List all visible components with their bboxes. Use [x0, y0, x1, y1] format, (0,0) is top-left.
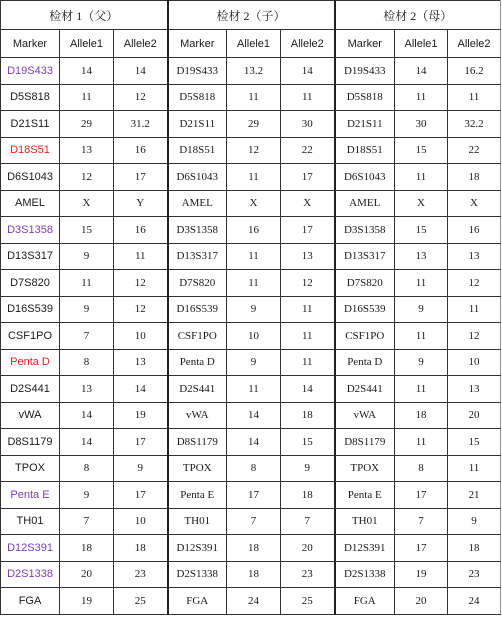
- child-allele1-cell: 11: [227, 84, 281, 111]
- father-allele1-cell: 20: [60, 561, 114, 588]
- child-marker-cell: D6S1043: [168, 164, 227, 191]
- mother-allele2-cell: 18: [448, 164, 501, 191]
- mother-allele1-cell: 17: [395, 535, 448, 562]
- father-marker-cell: Penta E: [1, 482, 60, 509]
- father-allele1-cell: 9: [60, 243, 114, 270]
- father-allele1-cell: 9: [60, 482, 114, 509]
- child-allele2-cell: 30: [281, 111, 335, 138]
- father-marker-cell: D16S539: [1, 296, 60, 323]
- child-marker-cell: D16S539: [168, 296, 227, 323]
- father-allele1-cell: 13: [60, 137, 114, 164]
- child-allele1-cell: 10: [227, 323, 281, 350]
- father-allele2-cell: 12: [114, 270, 168, 297]
- mother-allele1-cell: X: [395, 190, 448, 217]
- table-row: [1, 508, 501, 535]
- mother-allele2-cell: 15: [448, 429, 501, 456]
- mother-allele1-cell: 11: [395, 323, 448, 350]
- father-allele1-cell: 13: [60, 376, 114, 403]
- father-allele1-cell: X: [60, 190, 114, 217]
- table-row: [1, 402, 501, 429]
- mother-marker-cell: D7S820: [335, 270, 395, 297]
- child-allele1-cell: 7: [227, 508, 281, 535]
- table-row: [1, 349, 501, 376]
- father-allele1-cell: 8: [60, 455, 114, 482]
- child-allele1-cell: 11: [227, 270, 281, 297]
- mother-marker-cell: Penta E: [335, 482, 395, 509]
- mother-allele1-cell: 11: [395, 376, 448, 403]
- father-allele1-cell: 8: [60, 349, 114, 376]
- mother-allele2-cell: 12: [448, 323, 501, 350]
- father-allele1-cell: 29: [60, 111, 114, 138]
- mother-allele2-cell: 13: [448, 376, 501, 403]
- father-allele2-cell: 13: [114, 349, 168, 376]
- child-marker-cell: D3S1358: [168, 217, 227, 244]
- father-marker-cell: D12S391: [1, 535, 60, 562]
- mother-allele1-cell: 9: [395, 296, 448, 323]
- table-body: [1, 58, 501, 615]
- father-allele2-cell: 11: [114, 243, 168, 270]
- mother-allele1-cell: 18: [395, 402, 448, 429]
- father-allele2-cell: 17: [114, 429, 168, 456]
- mother-marker-cell: CSF1PO: [335, 323, 395, 350]
- mother-marker-cell: D19S433: [335, 58, 395, 85]
- group-header-child: 检材 2（子）: [168, 1, 335, 30]
- mother-marker-cell: D2S1338: [335, 561, 395, 588]
- father-allele2-cell: 23: [114, 561, 168, 588]
- father-marker-cell: D8S1179: [1, 429, 60, 456]
- mother-allele2-cell: 10: [448, 349, 501, 376]
- mother-allele1-cell: 11: [395, 270, 448, 297]
- father-allele1-cell: 7: [60, 323, 114, 350]
- mother-allele2-cell: 24: [448, 588, 501, 615]
- table-row: [1, 84, 501, 111]
- father-allele2-cell: Y: [114, 190, 168, 217]
- child-marker-cell: D13S317: [168, 243, 227, 270]
- child-marker-cell: D5S818: [168, 84, 227, 111]
- table-row: [1, 164, 501, 191]
- mother-allele2-cell: 11: [448, 455, 501, 482]
- column-header-marker: Marker: [168, 30, 227, 58]
- child-marker-cell: D7S820: [168, 270, 227, 297]
- father-allele1-cell: 14: [60, 429, 114, 456]
- father-marker-cell: FGA: [1, 588, 60, 615]
- father-marker-cell: TPOX: [1, 455, 60, 482]
- child-allele2-cell: 18: [281, 482, 335, 509]
- mother-allele1-cell: 11: [395, 429, 448, 456]
- father-allele2-cell: 16: [114, 217, 168, 244]
- child-marker-cell: D12S391: [168, 535, 227, 562]
- child-allele1-cell: 18: [227, 535, 281, 562]
- child-allele1-cell: 12: [227, 137, 281, 164]
- father-allele1-cell: 9: [60, 296, 114, 323]
- mother-marker-cell: D3S1358: [335, 217, 395, 244]
- table-row: [1, 111, 501, 138]
- mother-allele2-cell: 16.2: [448, 58, 501, 85]
- child-allele1-cell: 14: [227, 429, 281, 456]
- child-allele2-cell: 11: [281, 84, 335, 111]
- child-allele2-cell: 17: [281, 217, 335, 244]
- mother-allele2-cell: 9: [448, 508, 501, 535]
- child-allele1-cell: 8: [227, 455, 281, 482]
- child-allele1-cell: 18: [227, 561, 281, 588]
- mother-allele2-cell: 32.2: [448, 111, 501, 138]
- child-allele2-cell: 23: [281, 561, 335, 588]
- child-allele2-cell: 22: [281, 137, 335, 164]
- table-row: [1, 137, 501, 164]
- column-header-allele1: Allele1: [395, 30, 448, 58]
- column-header-allele2: Allele2: [114, 30, 168, 58]
- father-allele2-cell: 19: [114, 402, 168, 429]
- group-header-mother: 检材 2（母）: [335, 1, 501, 30]
- father-marker-cell: D6S1043: [1, 164, 60, 191]
- child-allele2-cell: X: [281, 190, 335, 217]
- mother-allele2-cell: 23: [448, 561, 501, 588]
- child-allele2-cell: 14: [281, 58, 335, 85]
- child-allele2-cell: 13: [281, 243, 335, 270]
- father-marker-cell: D3S1358: [1, 217, 60, 244]
- father-allele2-cell: 14: [114, 58, 168, 85]
- child-allele1-cell: 9: [227, 296, 281, 323]
- mother-allele1-cell: 20: [395, 588, 448, 615]
- table-row: [1, 270, 501, 297]
- child-allele2-cell: 9: [281, 455, 335, 482]
- mother-allele2-cell: 22: [448, 137, 501, 164]
- child-marker-cell: FGA: [168, 588, 227, 615]
- father-marker-cell: CSF1PO: [1, 323, 60, 350]
- child-allele2-cell: 17: [281, 164, 335, 191]
- table-row: [1, 535, 501, 562]
- group-header-row: [1, 1, 501, 30]
- mother-allele2-cell: X: [448, 190, 501, 217]
- father-allele2-cell: 12: [114, 84, 168, 111]
- mother-marker-cell: D8S1179: [335, 429, 395, 456]
- mother-allele1-cell: 8: [395, 455, 448, 482]
- child-allele1-cell: 11: [227, 376, 281, 403]
- father-allele1-cell: 14: [60, 402, 114, 429]
- father-marker-cell: D18S51: [1, 137, 60, 164]
- child-allele1-cell: 24: [227, 588, 281, 615]
- child-allele1-cell: 13.2: [227, 58, 281, 85]
- mother-marker-cell: Penta D: [335, 349, 395, 376]
- mother-allele2-cell: 11: [448, 296, 501, 323]
- father-allele2-cell: 31.2: [114, 111, 168, 138]
- father-allele2-cell: 17: [114, 482, 168, 509]
- table-row: [1, 455, 501, 482]
- father-allele2-cell: 25: [114, 588, 168, 615]
- mother-allele2-cell: 20: [448, 402, 501, 429]
- child-allele1-cell: 11: [227, 164, 281, 191]
- father-allele1-cell: 14: [60, 58, 114, 85]
- mother-allele2-cell: 12: [448, 270, 501, 297]
- child-allele2-cell: 20: [281, 535, 335, 562]
- mother-marker-cell: D6S1043: [335, 164, 395, 191]
- mother-marker-cell: TH01: [335, 508, 395, 535]
- child-allele1-cell: 29: [227, 111, 281, 138]
- child-marker-cell: CSF1PO: [168, 323, 227, 350]
- father-allele2-cell: 16: [114, 137, 168, 164]
- father-marker-cell: D2S1338: [1, 561, 60, 588]
- father-allele2-cell: 10: [114, 323, 168, 350]
- table-row: [1, 243, 501, 270]
- mother-allele1-cell: 15: [395, 217, 448, 244]
- father-allele1-cell: 12: [60, 164, 114, 191]
- child-marker-cell: AMEL: [168, 190, 227, 217]
- table-row: [1, 323, 501, 350]
- father-allele1-cell: 19: [60, 588, 114, 615]
- child-allele2-cell: 25: [281, 588, 335, 615]
- father-allele2-cell: 10: [114, 508, 168, 535]
- column-header-marker: Marker: [1, 30, 60, 58]
- child-allele2-cell: 14: [281, 376, 335, 403]
- mother-allele1-cell: 30: [395, 111, 448, 138]
- mother-allele1-cell: 13: [395, 243, 448, 270]
- father-marker-cell: AMEL: [1, 190, 60, 217]
- child-marker-cell: D19S433: [168, 58, 227, 85]
- child-marker-cell: Penta E: [168, 482, 227, 509]
- child-marker-cell: D2S441: [168, 376, 227, 403]
- mother-marker-cell: D18S51: [335, 137, 395, 164]
- mother-marker-cell: D13S317: [335, 243, 395, 270]
- mother-allele1-cell: 19: [395, 561, 448, 588]
- father-marker-cell: D7S820: [1, 270, 60, 297]
- mother-marker-cell: AMEL: [335, 190, 395, 217]
- child-allele2-cell: 11: [281, 296, 335, 323]
- father-marker-cell: vWA: [1, 402, 60, 429]
- child-marker-cell: vWA: [168, 402, 227, 429]
- column-header-allele2: Allele2: [448, 30, 501, 58]
- mother-allele1-cell: 17: [395, 482, 448, 509]
- column-header-marker: Marker: [335, 30, 395, 58]
- mother-allele1-cell: 9: [395, 349, 448, 376]
- child-allele1-cell: 9: [227, 349, 281, 376]
- child-marker-cell: Penta D: [168, 349, 227, 376]
- table-row: [1, 429, 501, 456]
- mother-allele1-cell: 7: [395, 508, 448, 535]
- mother-marker-cell: FGA: [335, 588, 395, 615]
- mother-marker-cell: D16S539: [335, 296, 395, 323]
- child-marker-cell: D8S1179: [168, 429, 227, 456]
- column-header-row: [1, 30, 501, 58]
- father-marker-cell: D19S433: [1, 58, 60, 85]
- mother-allele2-cell: 16: [448, 217, 501, 244]
- table-row: [1, 561, 501, 588]
- child-allele1-cell: 17: [227, 482, 281, 509]
- mother-marker-cell: D21S11: [335, 111, 395, 138]
- father-allele2-cell: 18: [114, 535, 168, 562]
- father-marker-cell: D21S11: [1, 111, 60, 138]
- mother-allele1-cell: 14: [395, 58, 448, 85]
- child-allele1-cell: X: [227, 190, 281, 217]
- table-row: [1, 296, 501, 323]
- father-marker-cell: TH01: [1, 508, 60, 535]
- father-allele1-cell: 11: [60, 270, 114, 297]
- column-header-allele2: Allele2: [281, 30, 335, 58]
- father-allele1-cell: 15: [60, 217, 114, 244]
- column-header-allele1: Allele1: [227, 30, 281, 58]
- child-allele2-cell: 12: [281, 270, 335, 297]
- child-marker-cell: D2S1338: [168, 561, 227, 588]
- mother-allele1-cell: 11: [395, 84, 448, 111]
- child-allele1-cell: 14: [227, 402, 281, 429]
- table-row: [1, 217, 501, 244]
- child-allele2-cell: 15: [281, 429, 335, 456]
- mother-allele1-cell: 15: [395, 137, 448, 164]
- child-allele2-cell: 18: [281, 402, 335, 429]
- father-allele2-cell: 9: [114, 455, 168, 482]
- child-allele2-cell: 11: [281, 323, 335, 350]
- father-allele1-cell: 18: [60, 535, 114, 562]
- mother-allele2-cell: 18: [448, 535, 501, 562]
- table-row: [1, 190, 501, 217]
- table-header: [1, 1, 501, 58]
- mother-allele2-cell: 21: [448, 482, 501, 509]
- table-row: [1, 58, 501, 85]
- mother-allele2-cell: 13: [448, 243, 501, 270]
- mother-allele2-cell: 11: [448, 84, 501, 111]
- mother-marker-cell: vWA: [335, 402, 395, 429]
- father-marker-cell: D13S317: [1, 243, 60, 270]
- mother-marker-cell: TPOX: [335, 455, 395, 482]
- table-row: [1, 376, 501, 403]
- child-allele1-cell: 16: [227, 217, 281, 244]
- child-allele2-cell: 11: [281, 349, 335, 376]
- father-allele1-cell: 11: [60, 84, 114, 111]
- child-allele1-cell: 11: [227, 243, 281, 270]
- father-allele2-cell: 14: [114, 376, 168, 403]
- table-row: [1, 482, 501, 509]
- father-allele1-cell: 7: [60, 508, 114, 535]
- child-marker-cell: D18S51: [168, 137, 227, 164]
- father-allele2-cell: 12: [114, 296, 168, 323]
- mother-marker-cell: D2S441: [335, 376, 395, 403]
- mother-marker-cell: D5S818: [335, 84, 395, 111]
- father-marker-cell: D5S818: [1, 84, 60, 111]
- mother-marker-cell: D12S391: [335, 535, 395, 562]
- column-header-allele1: Allele1: [60, 30, 114, 58]
- group-header-father: 检材 1（父）: [1, 1, 168, 30]
- child-marker-cell: TH01: [168, 508, 227, 535]
- father-marker-cell: Penta D: [1, 349, 60, 376]
- father-marker-cell: D2S441: [1, 376, 60, 403]
- father-allele2-cell: 17: [114, 164, 168, 191]
- mother-allele1-cell: 11: [395, 164, 448, 191]
- child-allele2-cell: 7: [281, 508, 335, 535]
- child-marker-cell: D21S11: [168, 111, 227, 138]
- table-row: [1, 588, 501, 615]
- child-marker-cell: TPOX: [168, 455, 227, 482]
